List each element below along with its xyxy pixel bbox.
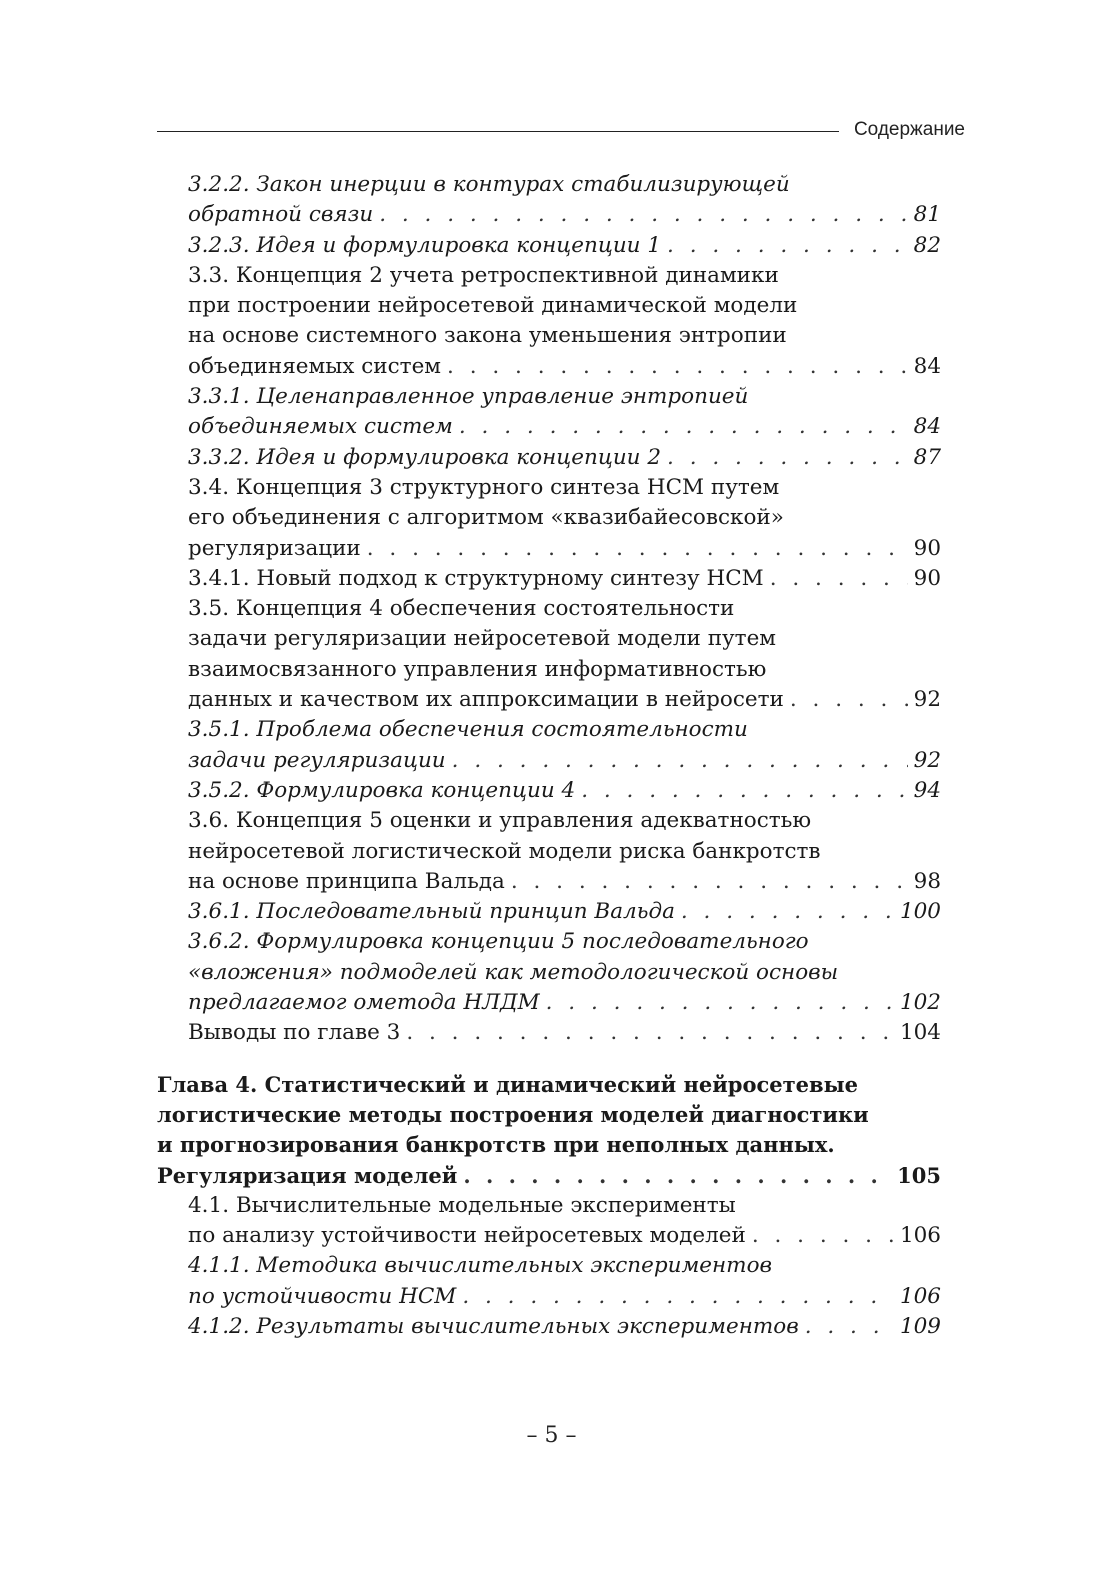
- toc-entry-last-line: [188, 412, 941, 442]
- toc-entry-title: по анализу устойчивости нейросетевых моделей: [188, 1223, 746, 1249]
- toc-entry: [157, 715, 941, 776]
- toc-entry-title: объединяемых систем: [188, 414, 453, 440]
- toc-page-number: 82: [913, 232, 941, 258]
- toc-entry-line: задачи регуляризации нейросетевой модели путем: [188, 626, 777, 652]
- toc-entry: [157, 231, 941, 261]
- toc-page-number: 102: [899, 990, 941, 1016]
- dot-leader: [511, 867, 908, 897]
- toc-entry-title: обратной связи: [188, 202, 374, 228]
- toc-entry-title: 3.6.1. Последовательный принцип Вальда: [188, 899, 675, 925]
- toc-entry-line: 3.6. Концепция 5 оценки и управления адекватностью: [188, 808, 812, 834]
- toc-entry-title: Регуляризация моделей: [157, 1162, 458, 1188]
- toc-entry: [157, 1312, 941, 1342]
- toc-entry: [157, 473, 941, 564]
- toc-entry-line: 3.6.2. Формулировка концепции 5 последовательного: [188, 929, 809, 955]
- toc-entry-title: объединяемых систем: [188, 353, 442, 379]
- toc-entry: [157, 806, 941, 897]
- toc-entry-last-line: [188, 200, 941, 230]
- toc-page-number: 109: [899, 1313, 941, 1339]
- toc-entry-line: 3.2.2. Закон инерции в контурах стабилизирующей: [188, 172, 790, 197]
- toc-entry-last-line: [188, 1312, 941, 1342]
- toc-entry-last-line: [188, 897, 941, 927]
- toc-entry-title: данных и качеством их аппроксимации в нейросети: [188, 687, 784, 713]
- dot-leader: [790, 685, 908, 715]
- toc-entry: [157, 261, 941, 382]
- toc-entry: [157, 1070, 941, 1191]
- toc-entry-last-line: [188, 534, 941, 564]
- toc-entry-title: по устойчивости НСМ: [188, 1283, 457, 1309]
- toc-entry-last-line: [188, 746, 941, 776]
- toc-entry: [157, 897, 941, 927]
- toc-entry-line: логистические методы построения моделей диагностики: [157, 1101, 869, 1127]
- dot-leader: [546, 988, 894, 1018]
- toc-entry: [157, 382, 941, 443]
- dot-leader: [406, 1018, 894, 1048]
- toc-entry-line: «вложения» подмоделей как методологической основы: [188, 959, 839, 985]
- toc-page-number: 81: [913, 202, 941, 228]
- dot-leader: [667, 231, 908, 261]
- toc-entry: [157, 776, 941, 806]
- toc-page-number: 105: [897, 1162, 941, 1188]
- toc-page-number: 87: [913, 444, 941, 470]
- header-rule: [157, 131, 839, 132]
- toc-page-number: 100: [899, 899, 941, 925]
- toc-entry-last-line: [157, 1161, 941, 1191]
- dot-leader: [667, 443, 908, 473]
- toc-entry: [157, 927, 941, 1018]
- dot-leader: [805, 1312, 894, 1342]
- toc-entry-line: 3.4. Концепция 3 структурного синтеза НСМ путем: [188, 474, 780, 500]
- toc-page-number: 90: [913, 535, 941, 561]
- toc-page-number: 84: [913, 414, 941, 440]
- toc-entry-last-line: [188, 352, 941, 382]
- toc-page-number: 92: [913, 687, 941, 713]
- toc-entry-last-line: [188, 231, 941, 261]
- toc-entry-last-line: [188, 685, 941, 715]
- toc-entry: [157, 443, 941, 473]
- dot-leader: [447, 352, 908, 382]
- dot-leader: [459, 412, 908, 442]
- toc-entry-last-line: [188, 867, 941, 897]
- toc-entry-line: и прогнозирования банкротств при неполных данных.: [157, 1132, 835, 1158]
- toc-entry-line: Глава 4. Статистический и динамический нейросетевые: [157, 1071, 859, 1097]
- toc-entry: [157, 564, 941, 594]
- toc-entry-line: 3.3. Концепция 2 учета ретроспективной динамики: [188, 262, 779, 288]
- toc-entry: [157, 1191, 941, 1252]
- dot-leader: [367, 534, 908, 564]
- toc-entry-title: 3.2.3. Идея и формулировка концепции 1: [188, 232, 662, 258]
- dot-leader: [462, 1282, 894, 1312]
- toc-entry-last-line: [188, 1282, 941, 1312]
- toc-entry-title: 3.3.2. Идея и формулировка концепции 2: [188, 444, 662, 470]
- dot-leader: [770, 564, 908, 594]
- toc-entry-last-line: [188, 1221, 941, 1251]
- dot-leader: [379, 200, 907, 230]
- toc-entry-last-line: [188, 564, 941, 594]
- table-of-contents: [157, 170, 941, 1342]
- toc-entry-line: 4.1. Вычислительные модельные эксперименты: [188, 1192, 736, 1218]
- toc-page-number: 94: [913, 777, 941, 803]
- toc-entry-line: нейросетевой логистической модели риска банкротств: [188, 838, 821, 864]
- toc-page-number: 106: [899, 1223, 941, 1249]
- toc-entry-title: регуляризации: [188, 535, 361, 561]
- toc-entry-title: 3.4.1. Новый подход к структурному синтезу НСМ: [188, 565, 764, 591]
- running-header: [157, 118, 965, 142]
- toc-page-number: 104: [899, 1020, 941, 1046]
- toc-entry-title: на основе принципа Вальда: [188, 868, 505, 894]
- toc-entry-last-line: [188, 776, 941, 806]
- toc-entry-line: при построении нейросетевой динамической модели: [188, 293, 798, 319]
- toc-entry-last-line: [188, 988, 941, 1018]
- toc-entry-title: задачи регуляризации: [188, 747, 446, 773]
- toc-entry: [157, 170, 941, 231]
- toc-page-number: 98: [913, 868, 941, 894]
- toc-entry-line: взаимосвязанного управления информативностью: [188, 656, 767, 682]
- dot-leader: [752, 1221, 894, 1251]
- dot-leader: [681, 897, 894, 927]
- page-number: – 5 –: [526, 1423, 577, 1448]
- toc-entry-last-line: [188, 1018, 941, 1048]
- toc-entry-line: на основе системного закона уменьшения энтропии: [188, 323, 787, 349]
- toc-page-number: 84: [913, 353, 941, 379]
- dot-leader: [463, 1161, 891, 1191]
- toc-entry: [157, 1018, 941, 1048]
- toc-page-number: 92: [913, 747, 941, 773]
- header-title: Содержание: [853, 119, 965, 140]
- toc-entry-line: 3.5. Концепция 4 обеспечения состоятельности: [188, 596, 735, 622]
- dot-leader: [581, 776, 907, 806]
- toc-entry-line: 3.5.1. Проблема обеспечения состоятельности: [188, 717, 748, 743]
- toc-page-number: 90: [913, 565, 941, 591]
- toc-entry: [157, 594, 941, 715]
- dot-leader: [452, 746, 908, 776]
- toc-entry: [157, 1251, 941, 1312]
- toc-entry-last-line: [188, 443, 941, 473]
- toc-page-number: 106: [899, 1283, 941, 1309]
- toc-entry-title: предлагаемог ометода НЛДМ: [188, 990, 540, 1016]
- toc-entry-line: 4.1.1. Методика вычислительных экспериментов: [188, 1253, 773, 1279]
- toc-entry-line: его объединения с алгоритмом «квазибайесовской»: [188, 505, 784, 531]
- toc-entry-title: 4.1.2. Результаты вычислительных экспериментов: [188, 1313, 799, 1339]
- toc-entry-title: Выводы по главе 3: [188, 1020, 401, 1046]
- toc-entry-line: 3.3.1. Целенаправленное управление энтропией: [188, 384, 749, 410]
- toc-entry-title: 3.5.2. Формулировка концепции 4: [188, 777, 576, 803]
